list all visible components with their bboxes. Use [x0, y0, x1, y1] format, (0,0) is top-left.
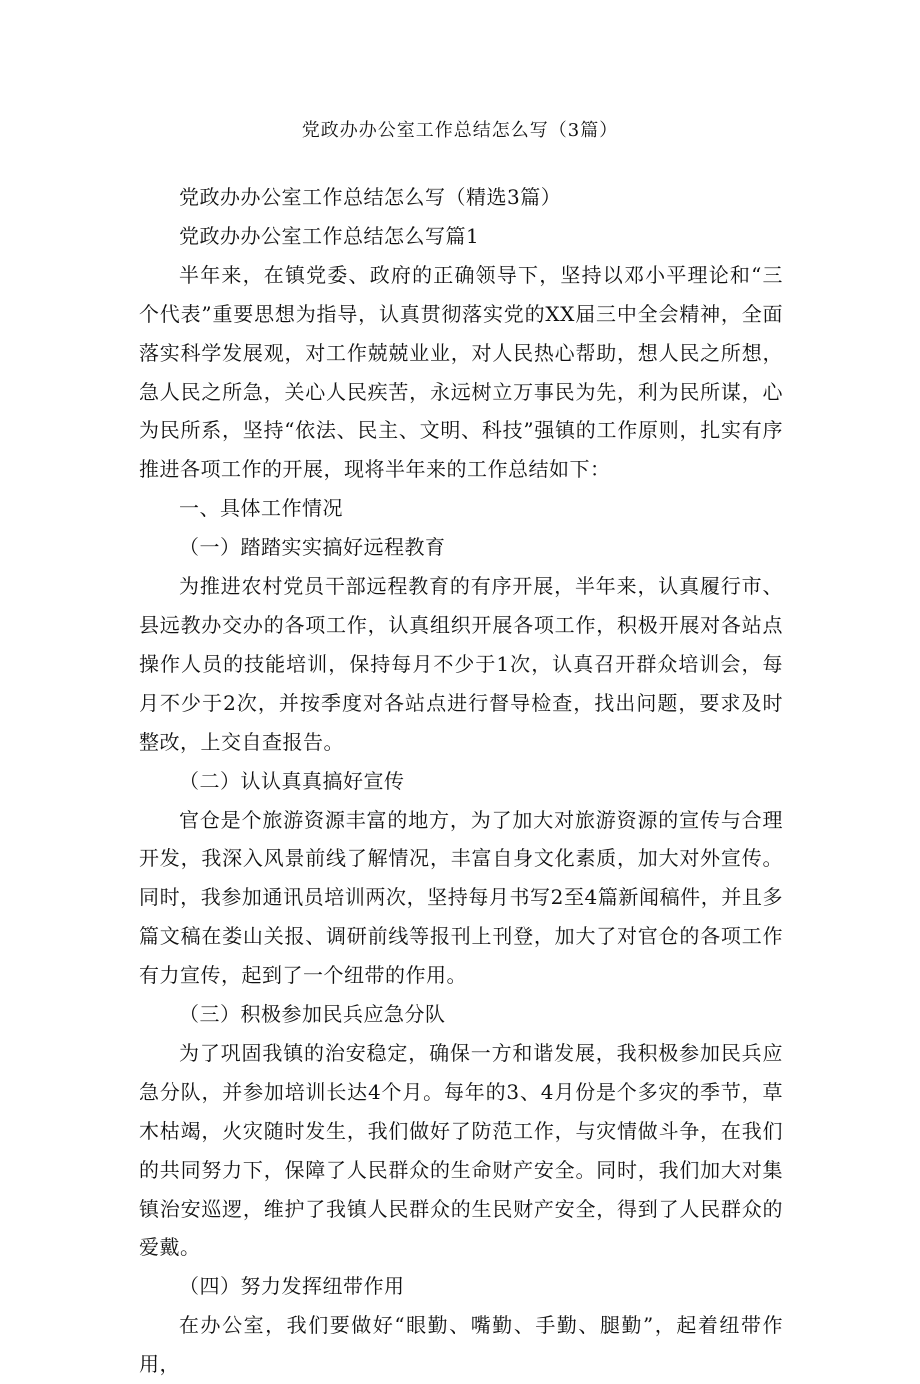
paragraph-militia: 为了巩固我镇的治安稳定，确保一方和谐发展，我积极参加民兵应急分队，并参加培训长达4个月。每年的3、4月份是个多灾的季节，草木枯竭，火灾随时发生，我们做好了防范工作，与灾情做斗争，在我们的共同努力下，保障了人民群众的生命财产安全。同时，我们加大对集镇治安巡逻，维护了我镇人民群众的生民财产安全，得到了人民群众的爱戴。	[139, 1040, 783, 1260]
paragraph-remote-education: 为推进农村党员干部远程教育的有序开展，半年来，认真履行市、县远教办交办的各项工作，认真组织开展各项工作，积极开展对各站点操作人员的技能培训，保持每月不少于1次，认真召开群众培训会，每月不少于2次，并按季度对各站点进行督导检查，找出问题，要求及时整改，上交自查报告。	[139, 574, 783, 754]
subheading-1: （一）踏踏实实搞好远程教育	[179, 535, 446, 560]
document-body	[139, 178, 783, 1384]
paragraph-publicity: 官仓是个旅游资源丰富的地方，为了加大对旅游资源的宣传与合理开发，我深入风景前线了解情况，丰富自身文化素质，加大对外宣传。同时，我参加通讯员培训两次，坚持每月书写2至4篇新闻稿件，并且多篇文稿在娄山关报、调研前线等报刊上刊登，加大了对官仓的各项工作有力宣传，起到了一个纽带的作用。	[139, 807, 783, 988]
paragraph-section-heading: 党政办办公室工作总结怎么写篇1	[179, 223, 480, 248]
subheading-4: （四）努力发挥纽带作用	[179, 1274, 405, 1299]
paragraph-office: 在办公室，我们要做好“眼勤、嘴勤、手勤、腿勤”，起着纽带作用，	[139, 1313, 783, 1377]
heading-work-situation: 一、具体工作情况	[179, 496, 343, 521]
paragraph-subtitle: 党政办办公室工作总结怎么写（精选3篇）	[179, 185, 562, 209]
paragraph-intro: 半年来，在镇党委、政府的正确领导下，坚持以邓小平理论和“三个代表”重要思想为指导，认真贯彻落实党的XX届三中全会精神，全面落实科学发展观，对工作兢兢业业，对人民热心帮助，想人民之所想，急人民之所急，关心人民疾苦，永远树立万事民为先，利为民所谋，心为民所系，坚持“依法、民主、文明、科技”强镇的工作原则，扎实有序推进各项工作的开展，现将半年来的工作总结如下：	[139, 262, 783, 482]
subheading-2: （二）认认真真搞好宣传	[179, 768, 405, 793]
document-title: 党政办办公室工作总结怎么写（3篇）	[301, 120, 619, 141]
subheading-3: （三）积极参加民兵应急分队	[179, 1002, 446, 1027]
